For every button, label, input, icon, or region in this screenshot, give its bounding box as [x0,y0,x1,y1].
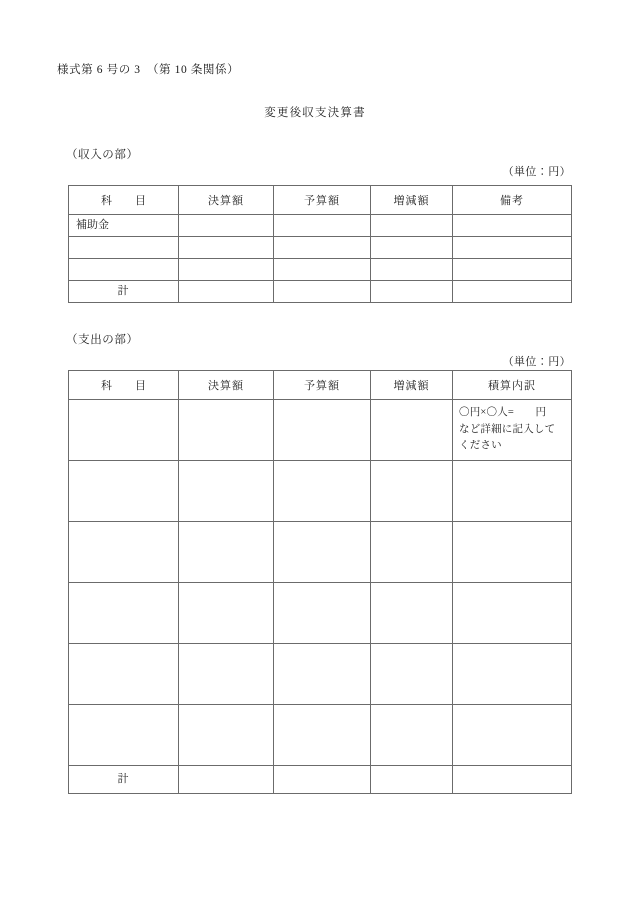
expense-cell-breakdown[interactable] [453,400,572,461]
expense-cell-budget[interactable] [274,461,371,522]
expense-cell-difference-text [371,583,452,585]
income-cell-note[interactable] [453,215,572,237]
expense-cell-settlement[interactable] [179,522,274,583]
income-total-row [69,281,572,303]
table-row [69,215,572,237]
income-cell-difference-text [371,237,452,239]
expense-section-label: （支出の部） [66,334,139,346]
income-cell-item[interactable] [69,259,179,281]
income-cell-item-text: 補助金 [76,219,109,231]
expense-cell-settlement[interactable] [179,400,274,461]
income-cell-difference[interactable] [371,237,453,259]
expense-breakdown-hint-line-1: 〇円×〇人= 円 [459,407,547,418]
income-cell-budget[interactable] [274,259,371,281]
expense-cell-item-text [69,522,178,524]
income-cell-settlement-text [179,259,273,261]
income-cell-note-text [453,215,571,217]
table-row [69,237,572,259]
expense-cell-difference-text [371,400,452,402]
expense-cell-item[interactable] [69,400,179,461]
expense-cell-budget[interactable] [274,705,371,766]
expense-total-row [69,766,572,794]
income-cell-budget[interactable] [274,215,371,237]
expense-breakdown-hint-line-2: など詳細に記入して [459,423,556,435]
income-cell-item[interactable] [69,215,179,237]
income-total-difference-text [371,281,452,283]
expense-cell-difference-text [371,644,452,646]
income-header-item: 科 目 [69,186,179,215]
expense-header-breakdown: 積算内訳 [453,371,572,400]
expense-cell-settlement[interactable] [179,644,274,705]
income-cell-note-text [453,259,571,261]
expense-breakdown-hint-line-3: ください [459,440,502,451]
expense-unit-note: （単位：円） [502,356,571,368]
expense-table [68,370,572,794]
income-cell-item-text [69,237,178,239]
income-cell-item[interactable] [69,237,179,259]
expense-cell-settlement-text [179,644,273,646]
expense-cell-item-text [69,400,178,402]
expense-cell-budget-text [274,644,370,646]
expense-cell-breakdown-text [453,644,571,646]
table-row [69,259,572,281]
income-total-label-text: 計 [117,285,130,297]
expense-cell-difference[interactable] [371,400,453,461]
income-total-settlement-text [179,281,273,283]
income-total-budget-text [274,281,370,283]
income-total-difference[interactable] [371,281,453,303]
table-row [69,522,572,583]
expense-cell-difference-text [371,461,452,463]
expense-cell-budget[interactable] [274,583,371,644]
income-section-label: （収入の部） [66,149,139,161]
expense-cell-item-text [69,583,178,585]
expense-header-settlement: 決算額 [179,371,274,400]
expense-cell-breakdown-text [453,461,571,463]
expense-total-difference[interactable] [371,766,453,794]
income-cell-difference-text [371,259,452,261]
income-header-note: 備考 [453,186,572,215]
expense-breakdown-hint [453,400,571,455]
expense-cell-settlement[interactable] [179,461,274,522]
income-cell-settlement-text [179,215,273,217]
income-cell-budget-text [274,215,370,217]
income-cell-item-text [69,259,178,261]
income-header-budget: 予算額 [274,186,371,215]
expense-cell-breakdown[interactable] [453,461,572,522]
income-cell-difference[interactable] [371,259,453,281]
expense-cell-breakdown[interactable] [453,644,572,705]
expense-cell-breakdown[interactable] [453,705,572,766]
expense-header-budget: 予算額 [274,371,371,400]
expense-cell-item[interactable] [69,644,179,705]
expense-cell-budget-text [274,705,370,707]
form-number: 様式第 6 号の 3 （第 10 条関係） [57,64,240,76]
income-total-settlement[interactable] [179,281,274,303]
expense-cell-item[interactable] [69,461,179,522]
expense-cell-settlement-text [179,705,273,707]
expense-cell-breakdown-text [453,583,571,585]
table-row [69,705,572,766]
document-title: 変更後収支決算書 [264,107,366,119]
expense-cell-item-text [69,705,178,707]
income-total-note-text [453,281,571,283]
expense-cell-settlement-text [179,461,273,463]
expense-total-budget[interactable] [274,766,371,794]
income-table-header-row [69,186,572,215]
expense-total-settlement[interactable] [179,766,274,794]
expense-cell-budget-text [274,583,370,585]
expense-cell-budget[interactable] [274,400,371,461]
income-cell-note[interactable] [453,237,572,259]
table-row [69,400,572,461]
expense-table-header-row [69,371,572,400]
expense-total-difference-text [371,766,452,768]
expense-total-settlement-text [179,766,273,768]
expense-cell-budget[interactable] [274,522,371,583]
expense-total-label-text: 計 [117,773,130,785]
expense-cell-item[interactable] [69,705,179,766]
income-cell-budget[interactable] [274,237,371,259]
income-table [68,185,572,303]
income-cell-settlement-text [179,237,273,239]
income-total-budget[interactable] [274,281,371,303]
expense-cell-settlement-text [179,400,273,402]
table-row [69,644,572,705]
income-cell-settlement[interactable] [179,259,274,281]
income-cell-settlement[interactable] [179,237,274,259]
income-cell-note[interactable] [453,259,572,281]
income-cell-budget-text [274,237,370,239]
income-cell-budget-text [274,259,370,261]
expense-cell-item-text [69,461,178,463]
expense-cell-item[interactable] [69,522,179,583]
table-row [69,461,572,522]
expense-cell-difference[interactable] [371,583,453,644]
expense-cell-settlement-text [179,522,273,524]
expense-cell-budget-text [274,461,370,463]
expense-cell-difference[interactable] [371,644,453,705]
expense-cell-settlement[interactable] [179,705,274,766]
income-cell-difference[interactable] [371,215,453,237]
expense-cell-item-text [69,644,178,646]
expense-cell-difference-text [371,705,452,707]
income-header-settlement: 決算額 [179,186,274,215]
expense-cell-difference-text [371,522,452,524]
expense-cell-breakdown[interactable] [453,583,572,644]
income-cell-note-text [453,237,571,239]
expense-total-breakdown-text [453,766,571,768]
expense-total-breakdown[interactable] [453,766,572,794]
expense-cell-settlement[interactable] [179,583,274,644]
expense-cell-budget[interactable] [274,644,371,705]
expense-cell-difference[interactable] [371,461,453,522]
expense-header-item: 科 目 [69,371,179,400]
expense-cell-breakdown-text [453,705,571,707]
expense-cell-budget-text [274,400,370,402]
expense-total-budget-text [274,766,370,768]
expense-header-difference: 増減額 [371,371,453,400]
expense-total-label [69,766,179,794]
table-row [69,583,572,644]
income-total-note[interactable] [453,281,572,303]
expense-cell-budget-text [274,522,370,524]
expense-cell-difference[interactable] [371,705,453,766]
income-total-label [69,281,179,303]
income-cell-settlement[interactable] [179,215,274,237]
expense-cell-difference[interactable] [371,522,453,583]
income-unit-note: （単位：円） [502,166,571,178]
income-header-difference: 増減額 [371,186,453,215]
expense-cell-settlement-text [179,583,273,585]
expense-cell-item[interactable] [69,583,179,644]
expense-cell-breakdown-text [453,522,571,524]
expense-cell-breakdown[interactable] [453,522,572,583]
income-cell-difference-text [371,215,452,217]
